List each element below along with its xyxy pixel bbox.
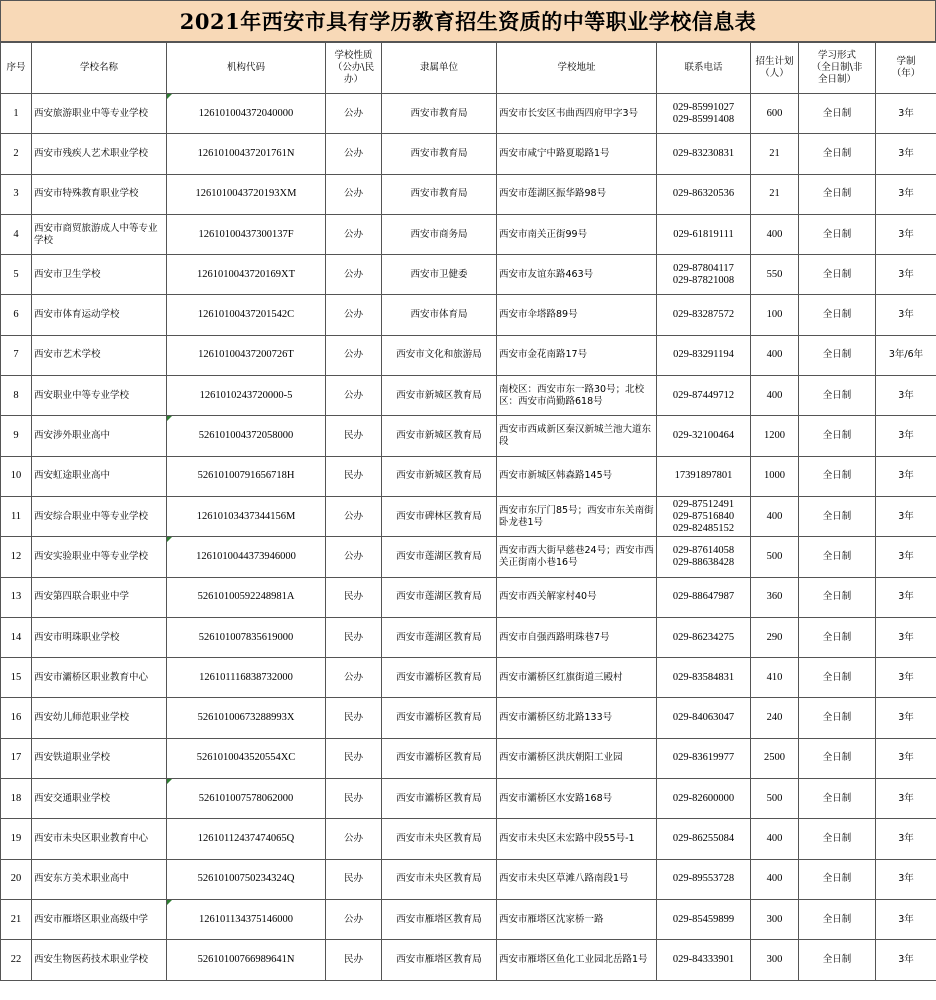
cell-phone — [657, 456, 751, 496]
cell-address: 西安市自强西路明珠巷7号 — [497, 617, 657, 657]
cell-no: 16 — [1, 698, 32, 738]
cell-unit: 西安市莲湖区教育局 — [382, 537, 497, 577]
cell-plan: 21 — [751, 174, 799, 214]
cell-phone — [657, 537, 751, 577]
cell-form: 全日制 — [799, 537, 876, 577]
phone-number: 029-61819111 — [673, 228, 734, 240]
cell-org-code: 12610100437201542C — [167, 295, 326, 335]
cell-phone — [657, 376, 751, 416]
cell-form: 全日制 — [799, 617, 876, 657]
cell-years: 3年 — [876, 617, 936, 657]
cell-phone — [657, 335, 751, 375]
table-row — [1, 859, 936, 899]
cell-form: 全日制 — [799, 738, 876, 778]
cell-plan: 290 — [751, 617, 799, 657]
header-form-line: 全日制） — [817, 74, 856, 85]
cell-org-code: 12610100437200726T — [167, 335, 326, 375]
cell-org-code: 526101004372058000 — [167, 416, 326, 456]
table-row — [1, 174, 936, 214]
cell-years: 3年 — [876, 698, 936, 738]
cell-nature: 公办 — [326, 376, 382, 416]
cell-nature: 民办 — [326, 416, 382, 456]
school-info-table — [0, 42, 936, 981]
cell-unit: 西安市体育局 — [382, 295, 497, 335]
cell-org-code: 52610100750234324Q — [167, 859, 326, 899]
cell-no: 22 — [1, 940, 32, 980]
cell-plan: 400 — [751, 214, 799, 254]
cell-phone — [657, 174, 751, 214]
cell-org-code: 12610100437300137F — [167, 214, 326, 254]
table-row — [1, 94, 936, 134]
table-row — [1, 577, 936, 617]
cell-phone — [657, 658, 751, 698]
table-row — [1, 416, 936, 456]
cell-years: 3年 — [876, 738, 936, 778]
cell-school-name: 西安虹途职业高中 — [32, 456, 167, 496]
cell-address: 西安市雁塔区沈家桥一路 — [497, 899, 657, 939]
cell-unit: 西安市新城区教育局 — [382, 456, 497, 496]
table-row — [1, 496, 936, 536]
cell-years: 3年 — [876, 577, 936, 617]
cell-address: 西安市南关正街99号 — [497, 214, 657, 254]
cell-unit: 西安市雁塔区教育局 — [382, 940, 497, 980]
table-row — [1, 899, 936, 939]
cell-address: 西安市灞桥区纺北路133号 — [497, 698, 657, 738]
cell-address: 西安市灞桥区红旗街道三殿村 — [497, 658, 657, 698]
cell-school-name: 西安市未央区职业教育中心 — [32, 819, 167, 859]
cell-nature: 民办 — [326, 859, 382, 899]
cell-school-name: 西安交通职业学校 — [32, 779, 167, 819]
cell-phone — [657, 255, 751, 295]
cell-nature: 公办 — [326, 295, 382, 335]
cell-nature: 民办 — [326, 940, 382, 980]
phone-number: 029-83619977 — [672, 752, 735, 764]
phone-number: 029-87821008 — [672, 274, 735, 286]
cell-nature: 公办 — [326, 255, 382, 295]
header-phone: 联系电话 — [657, 43, 751, 94]
cell-years: 3年 — [876, 255, 936, 295]
table-body — [1, 94, 936, 981]
cell-no: 18 — [1, 779, 32, 819]
cell-plan: 400 — [751, 335, 799, 375]
cell-plan: 360 — [751, 577, 799, 617]
table-row — [1, 134, 936, 174]
cell-no: 15 — [1, 658, 32, 698]
cell-org-code: 12610100437201761N — [167, 134, 326, 174]
cell-unit: 西安市莲湖区教育局 — [382, 577, 497, 617]
cell-unit: 西安市卫健委 — [382, 255, 497, 295]
header-name: 学校名称 — [32, 43, 167, 94]
cell-years: 3年 — [876, 940, 936, 980]
cell-school-name: 西安涉外职业高中 — [32, 416, 167, 456]
cell-form: 全日制 — [799, 255, 876, 295]
phone-number: 029-83287572 — [672, 309, 735, 321]
header-nature-line: 学校性质 — [334, 50, 373, 61]
cell-phone — [657, 940, 751, 980]
cell-years: 3年 — [876, 819, 936, 859]
table-row — [1, 738, 936, 778]
cell-unit: 西安市未央区教育局 — [382, 859, 497, 899]
cell-address: 西安市灞桥区洪庆朝阳工业园 — [497, 738, 657, 778]
cell-phone — [657, 819, 751, 859]
cell-nature: 民办 — [326, 779, 382, 819]
table-row — [1, 335, 936, 375]
cell-no: 17 — [1, 738, 32, 778]
cell-nature: 公办 — [326, 214, 382, 254]
cell-plan: 500 — [751, 537, 799, 577]
phone-number: 029-85459899 — [672, 913, 735, 925]
cell-school-name: 西安生物医药技术职业学校 — [32, 940, 167, 980]
cell-address: 西安市雁塔区鱼化工业园北岳路1号 — [497, 940, 657, 980]
cell-form: 全日制 — [799, 94, 876, 134]
table-row — [1, 617, 936, 657]
cell-years: 3年 — [876, 496, 936, 536]
cell-plan: 400 — [751, 496, 799, 536]
cell-plan: 500 — [751, 779, 799, 819]
cell-no: 4 — [1, 214, 32, 254]
header-code: 机构代码 — [167, 43, 326, 94]
header-address: 学校地址 — [497, 43, 657, 94]
phone-number: 029-87449712 — [672, 389, 735, 401]
phone-number: 029-87614058 — [672, 544, 735, 556]
cell-org-code: 52610100791656718H — [167, 456, 326, 496]
header-nature — [326, 43, 382, 94]
cell-address: 西安市西咸新区秦汉新城兰池大道东段 — [497, 416, 657, 456]
cell-org-code: 1261010043720169XT — [167, 255, 326, 295]
cell-plan: 300 — [751, 940, 799, 980]
cell-address: 西安市新城区韩森路145号 — [497, 456, 657, 496]
cell-address: 西安市灞桥区水安路168号 — [497, 779, 657, 819]
header-nature-line: （公办\民 — [332, 62, 375, 73]
cell-no: 9 — [1, 416, 32, 456]
phone-number: 029-82600000 — [672, 792, 735, 804]
cell-org-code: 12610112437474065Q — [167, 819, 326, 859]
cell-years: 3年 — [876, 859, 936, 899]
table-row — [1, 537, 936, 577]
cell-unit: 西安市灞桥区教育局 — [382, 698, 497, 738]
cell-org-code: 52610100766989641N — [167, 940, 326, 980]
cell-form: 全日制 — [799, 376, 876, 416]
cell-years: 3年 — [876, 214, 936, 254]
phone-number: 029-83584831 — [672, 671, 735, 683]
cell-unit: 西安市雁塔区教育局 — [382, 899, 497, 939]
cell-address: 南校区：西安市东一路30号；北校区：西安市尚勤路618号 — [497, 376, 657, 416]
cell-school-name: 西安市艺术学校 — [32, 335, 167, 375]
table-row — [1, 214, 936, 254]
header-form — [799, 43, 876, 94]
cell-no: 11 — [1, 496, 32, 536]
cell-nature: 公办 — [326, 819, 382, 859]
cell-school-name: 西安市残疾人艺术职业学校 — [32, 134, 167, 174]
cell-school-name: 西安市雁塔区职业高级中学 — [32, 899, 167, 939]
cell-unit: 西安市教育局 — [382, 174, 497, 214]
cell-address: 西安市友谊东路463号 — [497, 255, 657, 295]
table-row — [1, 658, 936, 698]
cell-address: 西安市西关解家村40号 — [497, 577, 657, 617]
phone-number: 029-87512491 — [672, 498, 735, 510]
cell-unit: 西安市教育局 — [382, 94, 497, 134]
phone-number: 029-82485152 — [672, 522, 735, 534]
cell-org-code: 526101007835619000 — [167, 617, 326, 657]
cell-no: 14 — [1, 617, 32, 657]
cell-unit: 西安市未央区教育局 — [382, 819, 497, 859]
cell-nature: 公办 — [326, 335, 382, 375]
cell-org-code: 1261010043720193XM — [167, 174, 326, 214]
cell-years: 3年 — [876, 537, 936, 577]
cell-years: 3年 — [876, 376, 936, 416]
cell-form: 全日制 — [799, 416, 876, 456]
cell-plan: 21 — [751, 134, 799, 174]
cell-nature: 公办 — [326, 537, 382, 577]
cell-no: 5 — [1, 255, 32, 295]
cell-school-name: 西安职业中等专业学校 — [32, 376, 167, 416]
cell-org-code: 5261010043520554XC — [167, 738, 326, 778]
header-unit: 隶属单位 — [382, 43, 497, 94]
cell-address: 西安市未央区未宏路中段55号-1 — [497, 819, 657, 859]
cell-no: 21 — [1, 899, 32, 939]
cell-org-code: 126101134375146000 — [167, 899, 326, 939]
phone-number: 029-86255084 — [672, 832, 735, 844]
cell-org-code: 126101116838732000 — [167, 658, 326, 698]
cell-nature: 公办 — [326, 496, 382, 536]
phone-number: 17391897801 — [674, 470, 733, 482]
cell-school-name: 西安市特殊教育职业学校 — [32, 174, 167, 214]
cell-org-code: 126101004372040000 — [167, 94, 326, 134]
cell-years: 3年 — [876, 134, 936, 174]
cell-plan: 400 — [751, 859, 799, 899]
header-plan — [751, 43, 799, 94]
phone-number: 029-89553728 — [672, 873, 735, 885]
cell-nature: 公办 — [326, 94, 382, 134]
cell-org-code: 12610103437344156M — [167, 496, 326, 536]
cell-phone — [657, 899, 751, 939]
cell-school-name: 西安市商贸旅游成人中等专业学校 — [32, 214, 167, 254]
cell-years: 3年 — [876, 779, 936, 819]
cell-school-name: 西安综合职业中等专业学校 — [32, 496, 167, 536]
cell-nature: 公办 — [326, 899, 382, 939]
cell-unit: 西安市新城区教育局 — [382, 376, 497, 416]
cell-phone — [657, 134, 751, 174]
cell-school-name: 西安东方美术职业高中 — [32, 859, 167, 899]
header-years-line: （年） — [891, 68, 921, 79]
table-row — [1, 779, 936, 819]
cell-unit: 西安市灞桥区教育局 — [382, 658, 497, 698]
cell-nature: 民办 — [326, 738, 382, 778]
cell-plan: 240 — [751, 698, 799, 738]
cell-no: 12 — [1, 537, 32, 577]
cell-form: 全日制 — [799, 335, 876, 375]
phone-number: 029-32100464 — [672, 430, 735, 442]
cell-no: 8 — [1, 376, 32, 416]
cell-address: 西安市伞塔路89号 — [497, 295, 657, 335]
cell-phone — [657, 779, 751, 819]
cell-no: 10 — [1, 456, 32, 496]
cell-unit: 西安市教育局 — [382, 134, 497, 174]
cell-years: 3年 — [876, 899, 936, 939]
cell-address: 西安市莲湖区振华路98号 — [497, 174, 657, 214]
cell-phone — [657, 295, 751, 335]
cell-address: 西安市长安区韦曲西四府甲字3号 — [497, 94, 657, 134]
cell-plan: 1000 — [751, 456, 799, 496]
header-row — [1, 43, 936, 94]
cell-plan: 400 — [751, 819, 799, 859]
cell-unit: 西安市新城区教育局 — [382, 416, 497, 456]
phone-number: 029-86234275 — [672, 631, 735, 643]
cell-phone — [657, 617, 751, 657]
table-title: 2021年西安市具有学历教育招生资质的中等职业学校信息表 — [0, 0, 936, 42]
cell-plan: 300 — [751, 899, 799, 939]
cell-school-name: 西安市明珠职业学校 — [32, 617, 167, 657]
cell-nature: 民办 — [326, 698, 382, 738]
cell-unit: 西安市灞桥区教育局 — [382, 738, 497, 778]
cell-school-name: 西安市灞桥区职业教育中心 — [32, 658, 167, 698]
table-row — [1, 295, 936, 335]
cell-plan: 100 — [751, 295, 799, 335]
cell-no: 20 — [1, 859, 32, 899]
cell-years: 3年 — [876, 295, 936, 335]
cell-org-code: 1261010044373946000 — [167, 537, 326, 577]
cell-school-name: 西安铁道职业学校 — [32, 738, 167, 778]
phone-number: 029-83230831 — [672, 147, 735, 159]
cell-form: 全日制 — [799, 698, 876, 738]
cell-unit: 西安市莲湖区教育局 — [382, 617, 497, 657]
cell-school-name: 西安旅游职业中等专业学校 — [32, 94, 167, 134]
cell-plan: 600 — [751, 94, 799, 134]
header-years — [876, 43, 936, 94]
cell-nature: 公办 — [326, 174, 382, 214]
cell-school-name: 西安幼儿师范职业学校 — [32, 698, 167, 738]
phone-number: 029-85991027 — [672, 101, 735, 113]
cell-form: 全日制 — [799, 456, 876, 496]
cell-plan: 400 — [751, 376, 799, 416]
header-plan-line: 招生计划 — [755, 56, 794, 67]
table-row — [1, 940, 936, 980]
cell-years: 3年/6年 — [876, 335, 936, 375]
header-nature-line: 办） — [343, 74, 363, 85]
phone-number: 029-86320536 — [672, 188, 735, 200]
cell-phone — [657, 738, 751, 778]
cell-form: 全日制 — [799, 214, 876, 254]
cell-school-name: 西安第四联合职业中学 — [32, 577, 167, 617]
header-no: 序号 — [1, 43, 32, 94]
cell-nature: 公办 — [326, 658, 382, 698]
cell-school-name: 西安市体育运动学校 — [32, 295, 167, 335]
cell-plan: 1200 — [751, 416, 799, 456]
cell-no: 1 — [1, 94, 32, 134]
table-row — [1, 698, 936, 738]
cell-phone — [657, 698, 751, 738]
cell-no: 6 — [1, 295, 32, 335]
phone-number: 029-85991408 — [672, 113, 735, 125]
phone-number: 029-87516840 — [672, 510, 735, 522]
cell-org-code: 52610100673288993X — [167, 698, 326, 738]
cell-no: 19 — [1, 819, 32, 859]
cell-form: 全日制 — [799, 577, 876, 617]
cell-unit: 西安市碑林区教育局 — [382, 496, 497, 536]
cell-plan: 410 — [751, 658, 799, 698]
cell-nature: 民办 — [326, 456, 382, 496]
cell-form: 全日制 — [799, 496, 876, 536]
cell-form: 全日制 — [799, 295, 876, 335]
cell-address: 西安市未央区草滩八路南段1号 — [497, 859, 657, 899]
table-row — [1, 376, 936, 416]
cell-school-name: 西安实验职业中等专业学校 — [32, 537, 167, 577]
cell-plan: 2500 — [751, 738, 799, 778]
cell-no: 13 — [1, 577, 32, 617]
cell-nature: 民办 — [326, 577, 382, 617]
cell-address: 西安市咸宁中路夏聪路1号 — [497, 134, 657, 174]
cell-unit: 西安市商务局 — [382, 214, 497, 254]
phone-number: 029-88638428 — [672, 556, 735, 568]
cell-org-code: 1261010243720000-5 — [167, 376, 326, 416]
cell-unit: 西安市灞桥区教育局 — [382, 779, 497, 819]
table-row — [1, 819, 936, 859]
cell-years: 3年 — [876, 416, 936, 456]
phone-number: 029-84063047 — [672, 712, 735, 724]
cell-org-code: 526101007578062000 — [167, 779, 326, 819]
cell-address: 西安市西大街早慈巷24号；西安市西关正街南小巷16号 — [497, 537, 657, 577]
cell-form: 全日制 — [799, 134, 876, 174]
header-plan-line: （人） — [760, 68, 789, 79]
cell-form: 全日制 — [799, 940, 876, 980]
cell-org-code: 52610100592248981A — [167, 577, 326, 617]
table-row — [1, 456, 936, 496]
cell-phone — [657, 577, 751, 617]
cell-plan: 550 — [751, 255, 799, 295]
cell-nature: 公办 — [326, 134, 382, 174]
cell-no: 3 — [1, 174, 32, 214]
cell-phone — [657, 94, 751, 134]
cell-no: 7 — [1, 335, 32, 375]
header-form-line: 学习形式 — [817, 50, 856, 61]
header-years-line: 学制 — [896, 56, 916, 67]
cell-unit: 西安市文化和旅游局 — [382, 335, 497, 375]
cell-form: 全日制 — [799, 658, 876, 698]
cell-form: 全日制 — [799, 899, 876, 939]
cell-school-name: 西安市卫生学校 — [32, 255, 167, 295]
cell-form: 全日制 — [799, 779, 876, 819]
cell-form: 全日制 — [799, 819, 876, 859]
cell-phone — [657, 859, 751, 899]
table-row — [1, 255, 936, 295]
cell-form: 全日制 — [799, 174, 876, 214]
cell-phone — [657, 496, 751, 536]
phone-number: 029-87804117 — [673, 262, 734, 274]
cell-phone — [657, 416, 751, 456]
cell-address: 西安市金花南路17号 — [497, 335, 657, 375]
cell-address: 西安市东厅门85号；西安市东关南街卧龙巷1号 — [497, 496, 657, 536]
header-form-line: （全日制\非 — [811, 62, 863, 73]
cell-no: 2 — [1, 134, 32, 174]
cell-years: 3年 — [876, 94, 936, 134]
cell-nature: 民办 — [326, 617, 382, 657]
cell-form: 全日制 — [799, 859, 876, 899]
phone-number: 029-83291194 — [673, 349, 734, 361]
phone-number: 029-88647987 — [672, 591, 735, 603]
cell-years: 3年 — [876, 456, 936, 496]
cell-years: 3年 — [876, 658, 936, 698]
phone-number: 029-84333901 — [672, 953, 735, 965]
cell-phone — [657, 214, 751, 254]
cell-years: 3年 — [876, 174, 936, 214]
